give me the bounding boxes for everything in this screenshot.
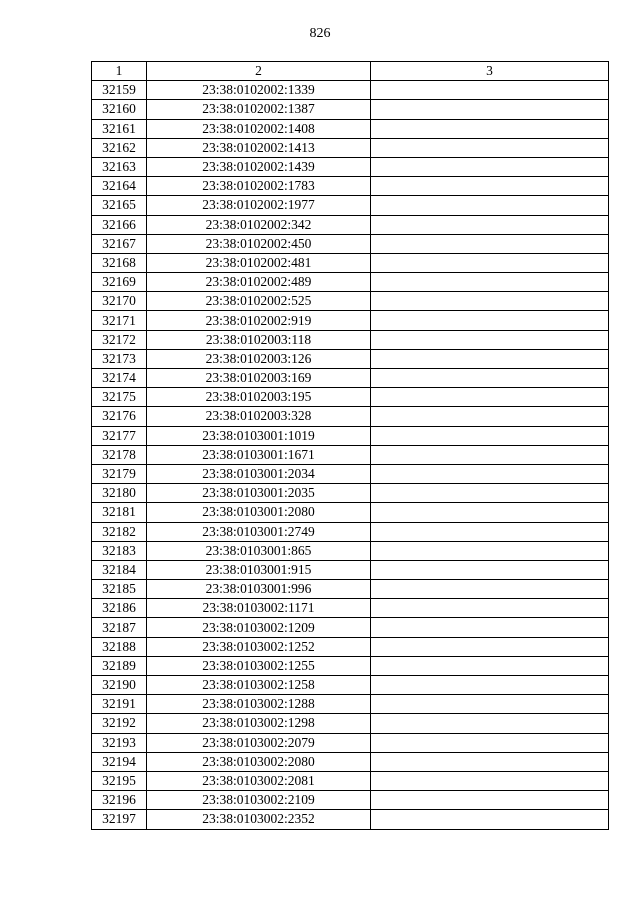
- note-cell: [371, 407, 609, 426]
- note-cell: [371, 676, 609, 695]
- row-number-cell: 32161: [92, 119, 147, 138]
- table-row: [92, 771, 609, 790]
- cadastral-table: [91, 61, 609, 830]
- cadastral-number-cell: 23:38:0102002:1413: [147, 138, 371, 157]
- row-number-cell: 32169: [92, 273, 147, 292]
- row-number-cell: 32178: [92, 445, 147, 464]
- cadastral-number-cell: 23:38:0103002:2080: [147, 752, 371, 771]
- table-row: [92, 522, 609, 541]
- note-cell: [371, 733, 609, 752]
- table-row: [92, 464, 609, 483]
- cadastral-number-cell: 23:38:0103001:1671: [147, 445, 371, 464]
- cadastral-number-cell: 23:38:0103002:1209: [147, 618, 371, 637]
- note-cell: [371, 119, 609, 138]
- note-cell: [371, 560, 609, 579]
- cadastral-number-cell: 23:38:0103002:1171: [147, 599, 371, 618]
- column-header-2: 2: [147, 62, 371, 81]
- row-number-cell: 32175: [92, 388, 147, 407]
- row-number-cell: 32196: [92, 791, 147, 810]
- cadastral-number-cell: 23:38:0103002:1252: [147, 637, 371, 656]
- cadastral-number-cell: 23:38:0102003:126: [147, 349, 371, 368]
- row-number-cell: 32172: [92, 330, 147, 349]
- table-row: [92, 580, 609, 599]
- table-row: [92, 100, 609, 119]
- row-number-cell: 32179: [92, 464, 147, 483]
- cadastral-number-cell: 23:38:0103002:2079: [147, 733, 371, 752]
- note-cell: [371, 138, 609, 157]
- note-cell: [371, 196, 609, 215]
- column-header-3: 3: [371, 62, 609, 81]
- row-number-cell: 32160: [92, 100, 147, 119]
- page-number: 826: [309, 26, 331, 41]
- row-number-cell: 32190: [92, 676, 147, 695]
- table-row: [92, 253, 609, 272]
- table-row: [92, 656, 609, 675]
- table-header-row: [92, 62, 609, 81]
- note-cell: [371, 522, 609, 541]
- row-number-cell: 32170: [92, 292, 147, 311]
- cadastral-number-cell: 23:38:0102002:1408: [147, 119, 371, 138]
- cadastral-number-cell: 23:38:0103001:2035: [147, 484, 371, 503]
- table-row: [92, 138, 609, 157]
- row-number-cell: 32187: [92, 618, 147, 637]
- cadastral-number-cell: 23:38:0102002:919: [147, 311, 371, 330]
- cadastral-number-cell: 23:38:0102002:489: [147, 273, 371, 292]
- row-number-cell: 32195: [92, 771, 147, 790]
- cadastral-number-cell: 23:38:0102003:195: [147, 388, 371, 407]
- table-row: [92, 637, 609, 656]
- note-cell: [371, 618, 609, 637]
- table-row: [92, 714, 609, 733]
- cadastral-number-cell: 23:38:0103002:2352: [147, 810, 371, 829]
- row-number-cell: 32164: [92, 177, 147, 196]
- row-number-cell: 32180: [92, 484, 147, 503]
- cadastral-number-cell: 23:38:0103001:996: [147, 580, 371, 599]
- cadastral-number-cell: 23:38:0103002:1255: [147, 656, 371, 675]
- cadastral-number-cell: 23:38:0103001:1019: [147, 426, 371, 445]
- note-cell: [371, 580, 609, 599]
- cadastral-number-cell: 23:38:0103002:1298: [147, 714, 371, 733]
- cadastral-number-cell: 23:38:0103001:865: [147, 541, 371, 560]
- cadastral-number-cell: 23:38:0103001:2080: [147, 503, 371, 522]
- cadastral-number-cell: 23:38:0102002:342: [147, 215, 371, 234]
- table-row: [92, 177, 609, 196]
- column-header-1: 1: [92, 62, 147, 81]
- cadastral-number-cell: 23:38:0102002:450: [147, 234, 371, 253]
- cadastral-number-cell: 23:38:0102002:1783: [147, 177, 371, 196]
- row-number-cell: 32184: [92, 560, 147, 579]
- note-cell: [371, 253, 609, 272]
- cadastral-number-cell: 23:38:0103001:915: [147, 560, 371, 579]
- table-row: [92, 445, 609, 464]
- row-number-cell: 32181: [92, 503, 147, 522]
- note-cell: [371, 503, 609, 522]
- note-cell: [371, 810, 609, 829]
- row-number-cell: 32168: [92, 253, 147, 272]
- cadastral-number-cell: 23:38:0102003:169: [147, 369, 371, 388]
- table-row: [92, 234, 609, 253]
- row-number-cell: 32194: [92, 752, 147, 771]
- note-cell: [371, 369, 609, 388]
- note-cell: [371, 484, 609, 503]
- table-row: [92, 81, 609, 100]
- note-cell: [371, 100, 609, 119]
- cadastral-number-cell: 23:38:0102003:118: [147, 330, 371, 349]
- row-number-cell: 32188: [92, 637, 147, 656]
- row-number-cell: 32173: [92, 349, 147, 368]
- row-number-cell: 32186: [92, 599, 147, 618]
- table-row: [92, 676, 609, 695]
- table-row: [92, 503, 609, 522]
- cadastral-number-cell: 23:38:0102002:481: [147, 253, 371, 272]
- row-number-cell: 32167: [92, 234, 147, 253]
- note-cell: [371, 215, 609, 234]
- table-row: [92, 541, 609, 560]
- row-number-cell: 32177: [92, 426, 147, 445]
- row-number-cell: 32193: [92, 733, 147, 752]
- row-number-cell: 32185: [92, 580, 147, 599]
- cadastral-number-cell: 23:38:0102002:1977: [147, 196, 371, 215]
- table-row: [92, 695, 609, 714]
- row-number-cell: 32165: [92, 196, 147, 215]
- note-cell: [371, 656, 609, 675]
- note-cell: [371, 445, 609, 464]
- table-row: [92, 273, 609, 292]
- note-cell: [371, 388, 609, 407]
- table-row: [92, 369, 609, 388]
- table-row: [92, 388, 609, 407]
- table-row: [92, 599, 609, 618]
- row-number-cell: 32182: [92, 522, 147, 541]
- table-row: [92, 426, 609, 445]
- row-number-cell: 32166: [92, 215, 147, 234]
- note-cell: [371, 292, 609, 311]
- row-number-cell: 32189: [92, 656, 147, 675]
- table-row: [92, 560, 609, 579]
- cadastral-number-cell: 23:38:0102002:1339: [147, 81, 371, 100]
- note-cell: [371, 81, 609, 100]
- note-cell: [371, 234, 609, 253]
- cadastral-number-cell: 23:38:0103001:2749: [147, 522, 371, 541]
- row-number-cell: 32171: [92, 311, 147, 330]
- note-cell: [371, 330, 609, 349]
- row-number-cell: 32176: [92, 407, 147, 426]
- table-row: [92, 407, 609, 426]
- table-row: [92, 349, 609, 368]
- note-cell: [371, 177, 609, 196]
- note-cell: [371, 637, 609, 656]
- note-cell: [371, 714, 609, 733]
- cadastral-number-cell: 23:38:0103002:1288: [147, 695, 371, 714]
- table-row: [92, 484, 609, 503]
- table-row: [92, 791, 609, 810]
- note-cell: [371, 695, 609, 714]
- row-number-cell: 32191: [92, 695, 147, 714]
- row-number-cell: 32192: [92, 714, 147, 733]
- cadastral-number-cell: 23:38:0103002:2081: [147, 771, 371, 790]
- note-cell: [371, 273, 609, 292]
- row-number-cell: 32162: [92, 138, 147, 157]
- note-cell: [371, 464, 609, 483]
- table-row: [92, 752, 609, 771]
- note-cell: [371, 426, 609, 445]
- note-cell: [371, 752, 609, 771]
- note-cell: [371, 541, 609, 560]
- cadastral-number-cell: 23:38:0102002:1387: [147, 100, 371, 119]
- note-cell: [371, 599, 609, 618]
- table-row: [92, 618, 609, 637]
- row-number-cell: 32174: [92, 369, 147, 388]
- table-row: [92, 733, 609, 752]
- row-number-cell: 32183: [92, 541, 147, 560]
- table-body: [92, 81, 609, 829]
- note-cell: [371, 791, 609, 810]
- cadastral-number-cell: 23:38:0103002:2109: [147, 791, 371, 810]
- cadastral-number-cell: 23:38:0102002:525: [147, 292, 371, 311]
- table-row: [92, 157, 609, 176]
- note-cell: [371, 311, 609, 330]
- row-number-cell: 32159: [92, 81, 147, 100]
- table-row: [92, 292, 609, 311]
- row-number-cell: 32163: [92, 157, 147, 176]
- table-row: [92, 330, 609, 349]
- table-row: [92, 810, 609, 829]
- note-cell: [371, 349, 609, 368]
- note-cell: [371, 771, 609, 790]
- note-cell: [371, 157, 609, 176]
- cadastral-number-cell: 23:38:0103001:2034: [147, 464, 371, 483]
- table-row: [92, 119, 609, 138]
- row-number-cell: 32197: [92, 810, 147, 829]
- table-row: [92, 196, 609, 215]
- table-row: [92, 215, 609, 234]
- cadastral-number-cell: 23:38:0103002:1258: [147, 676, 371, 695]
- cadastral-number-cell: 23:38:0102003:328: [147, 407, 371, 426]
- cadastral-number-cell: 23:38:0102002:1439: [147, 157, 371, 176]
- table-row: [92, 311, 609, 330]
